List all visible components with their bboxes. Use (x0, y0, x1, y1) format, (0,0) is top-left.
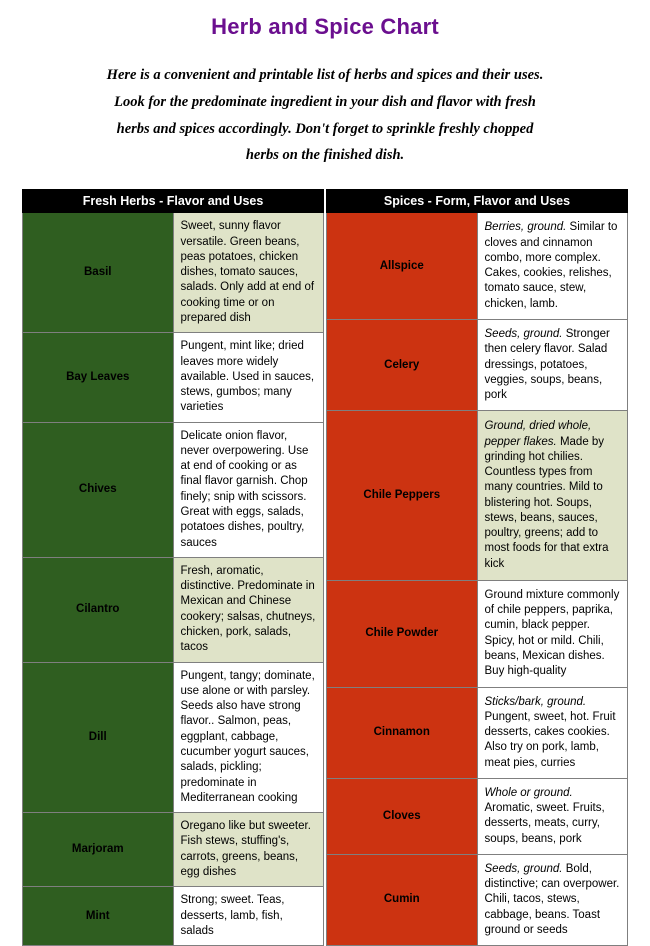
spice-name: Celery (327, 320, 478, 411)
spice-uses: Pungent, sweet, hot. Fruit desserts, cakes cookies. Also try on pork, lamb, meat pies, curries (484, 710, 616, 769)
spices-header: Spices - Form, Flavor and Uses (327, 190, 628, 213)
intro-paragraph (38, 62, 612, 169)
spice-uses: Similar to cloves and cinnamon combo, more complex. Cakes, cookies, relishes, tomato sauce, stew, chicken, lamb. (484, 221, 618, 310)
table-row (23, 662, 324, 813)
herb-name: Marjoram (23, 813, 174, 887)
spice-uses: Stronger then celery flavor. Salad dressings, potatoes, veggies, soups, beans, pork (484, 328, 610, 402)
herb-description: Pungent, mint like; dried leaves more widely available. Used in sauces, stews, gumbos; many varieties (173, 333, 324, 422)
document-page (0, 14, 650, 937)
spice-form: Sticks/bark, ground. (484, 695, 587, 708)
intro-line: Here is a convenient and printable list of herbs and spices and their uses. (106, 67, 544, 83)
spice-description (477, 411, 628, 580)
herb-name: Mint (23, 887, 174, 946)
spice-description (477, 779, 628, 855)
spice-description (477, 580, 628, 687)
table-row (23, 213, 324, 333)
spice-form: Berries, ground. (484, 221, 567, 234)
spices-table (326, 189, 628, 946)
table-row (23, 333, 324, 422)
spice-uses: Made by grinding hot chilies. Countless types from many countries. Mild to blistering hot. Soups, stews, beans, sauces, poultry, greens; add to most foods for that extra kick (484, 435, 609, 570)
spice-name: Cloves (327, 779, 478, 855)
herb-name: Cilantro (23, 557, 174, 662)
spice-name: Chile Peppers (327, 411, 478, 580)
table-row (23, 887, 324, 946)
spice-description (477, 854, 628, 945)
herb-name: Chives (23, 422, 174, 557)
spice-uses: Ground mixture commonly of chile peppers, paprika, cumin, black pepper. Spicy, hot or mild. Chili, beans, Mexican dishes. Buy high-quality (484, 588, 620, 678)
spice-name: Chile Powder (327, 580, 478, 687)
herb-name: Bay Leaves (23, 333, 174, 422)
spice-name: Allspice (327, 213, 478, 320)
table-row (327, 854, 628, 945)
page-title: Herb and Spice Chart (211, 14, 439, 39)
spice-form: Seeds, ground. (484, 862, 563, 875)
spice-name: Cumin (327, 854, 478, 945)
spice-form: Ground, dried whole, pepper flakes. (484, 420, 592, 448)
table-row (23, 813, 324, 887)
spice-uses: Bold, distinctive; can overpower. Chili, tacos, stews, cabbage, beans. Toast ground or seeds (484, 862, 620, 936)
herb-description: Strong; sweet. Teas, desserts, lamb, fish, salads (173, 887, 324, 946)
spice-form: Whole or ground. (484, 786, 573, 799)
herb-name: Dill (23, 662, 174, 813)
spice-description (477, 320, 628, 411)
herb-description: Pungent, tangy; dominate, use alone or with parsley. Seeds also have strong flavor.. Salmon, peas, eggplant, cabbage, cucumber yogurt sauces, salads, pickling; predominate in Mediterranean cooking (173, 662, 324, 813)
spice-form: Seeds, ground. (484, 328, 563, 341)
spice-description (477, 687, 628, 778)
spice-uses: Aromatic, sweet. Fruits, desserts, meats, curry, soups, beans, pork (484, 802, 605, 845)
table-row (327, 320, 628, 411)
spice-description (477, 213, 628, 320)
herb-description: Sweet, sunny flavor versatile. Green beans, peas potatoes, chicken dishes, tomato sauces, salads. Only add at end of cooking time or on prepared dish (173, 213, 324, 333)
fresh-herbs-header: Fresh Herbs - Flavor and Uses (23, 190, 324, 213)
table-row (23, 557, 324, 662)
spice-name: Cinnamon (327, 687, 478, 778)
intro-line: Look for the predominate ingredient in your dish and flavor with fresh (114, 93, 536, 110)
intro-line: herbs and spices accordingly. Don't forget to sprinkle freshly chopped (116, 120, 534, 137)
herb-description: Delicate onion flavor, never overpowering. Use at end of cooking or as final flavor garnish. Chop finely; snip with scissors. Great with eggs, salads, potatoes dishes, poultry, sauces (173, 422, 324, 557)
herb-name: Basil (23, 213, 174, 333)
table-row (23, 422, 324, 557)
chart-container (22, 189, 628, 946)
herb-description: Oregano like but sweeter. Fish stews, stuffing's, carrots, greens, beans, egg dishes (173, 813, 324, 887)
fresh-herbs-table (22, 189, 324, 946)
table-row (327, 779, 628, 855)
table-row (327, 213, 628, 320)
herb-description: Fresh, aromatic, distinctive. Predominate in Mexican and Chinese cookery; salsas, chutneys, chicken, pork, salads, tacos (173, 557, 324, 662)
table-row (327, 411, 628, 580)
intro-line: herbs on the finished dish. (245, 147, 405, 164)
table-row (327, 687, 628, 778)
table-row (327, 580, 628, 687)
